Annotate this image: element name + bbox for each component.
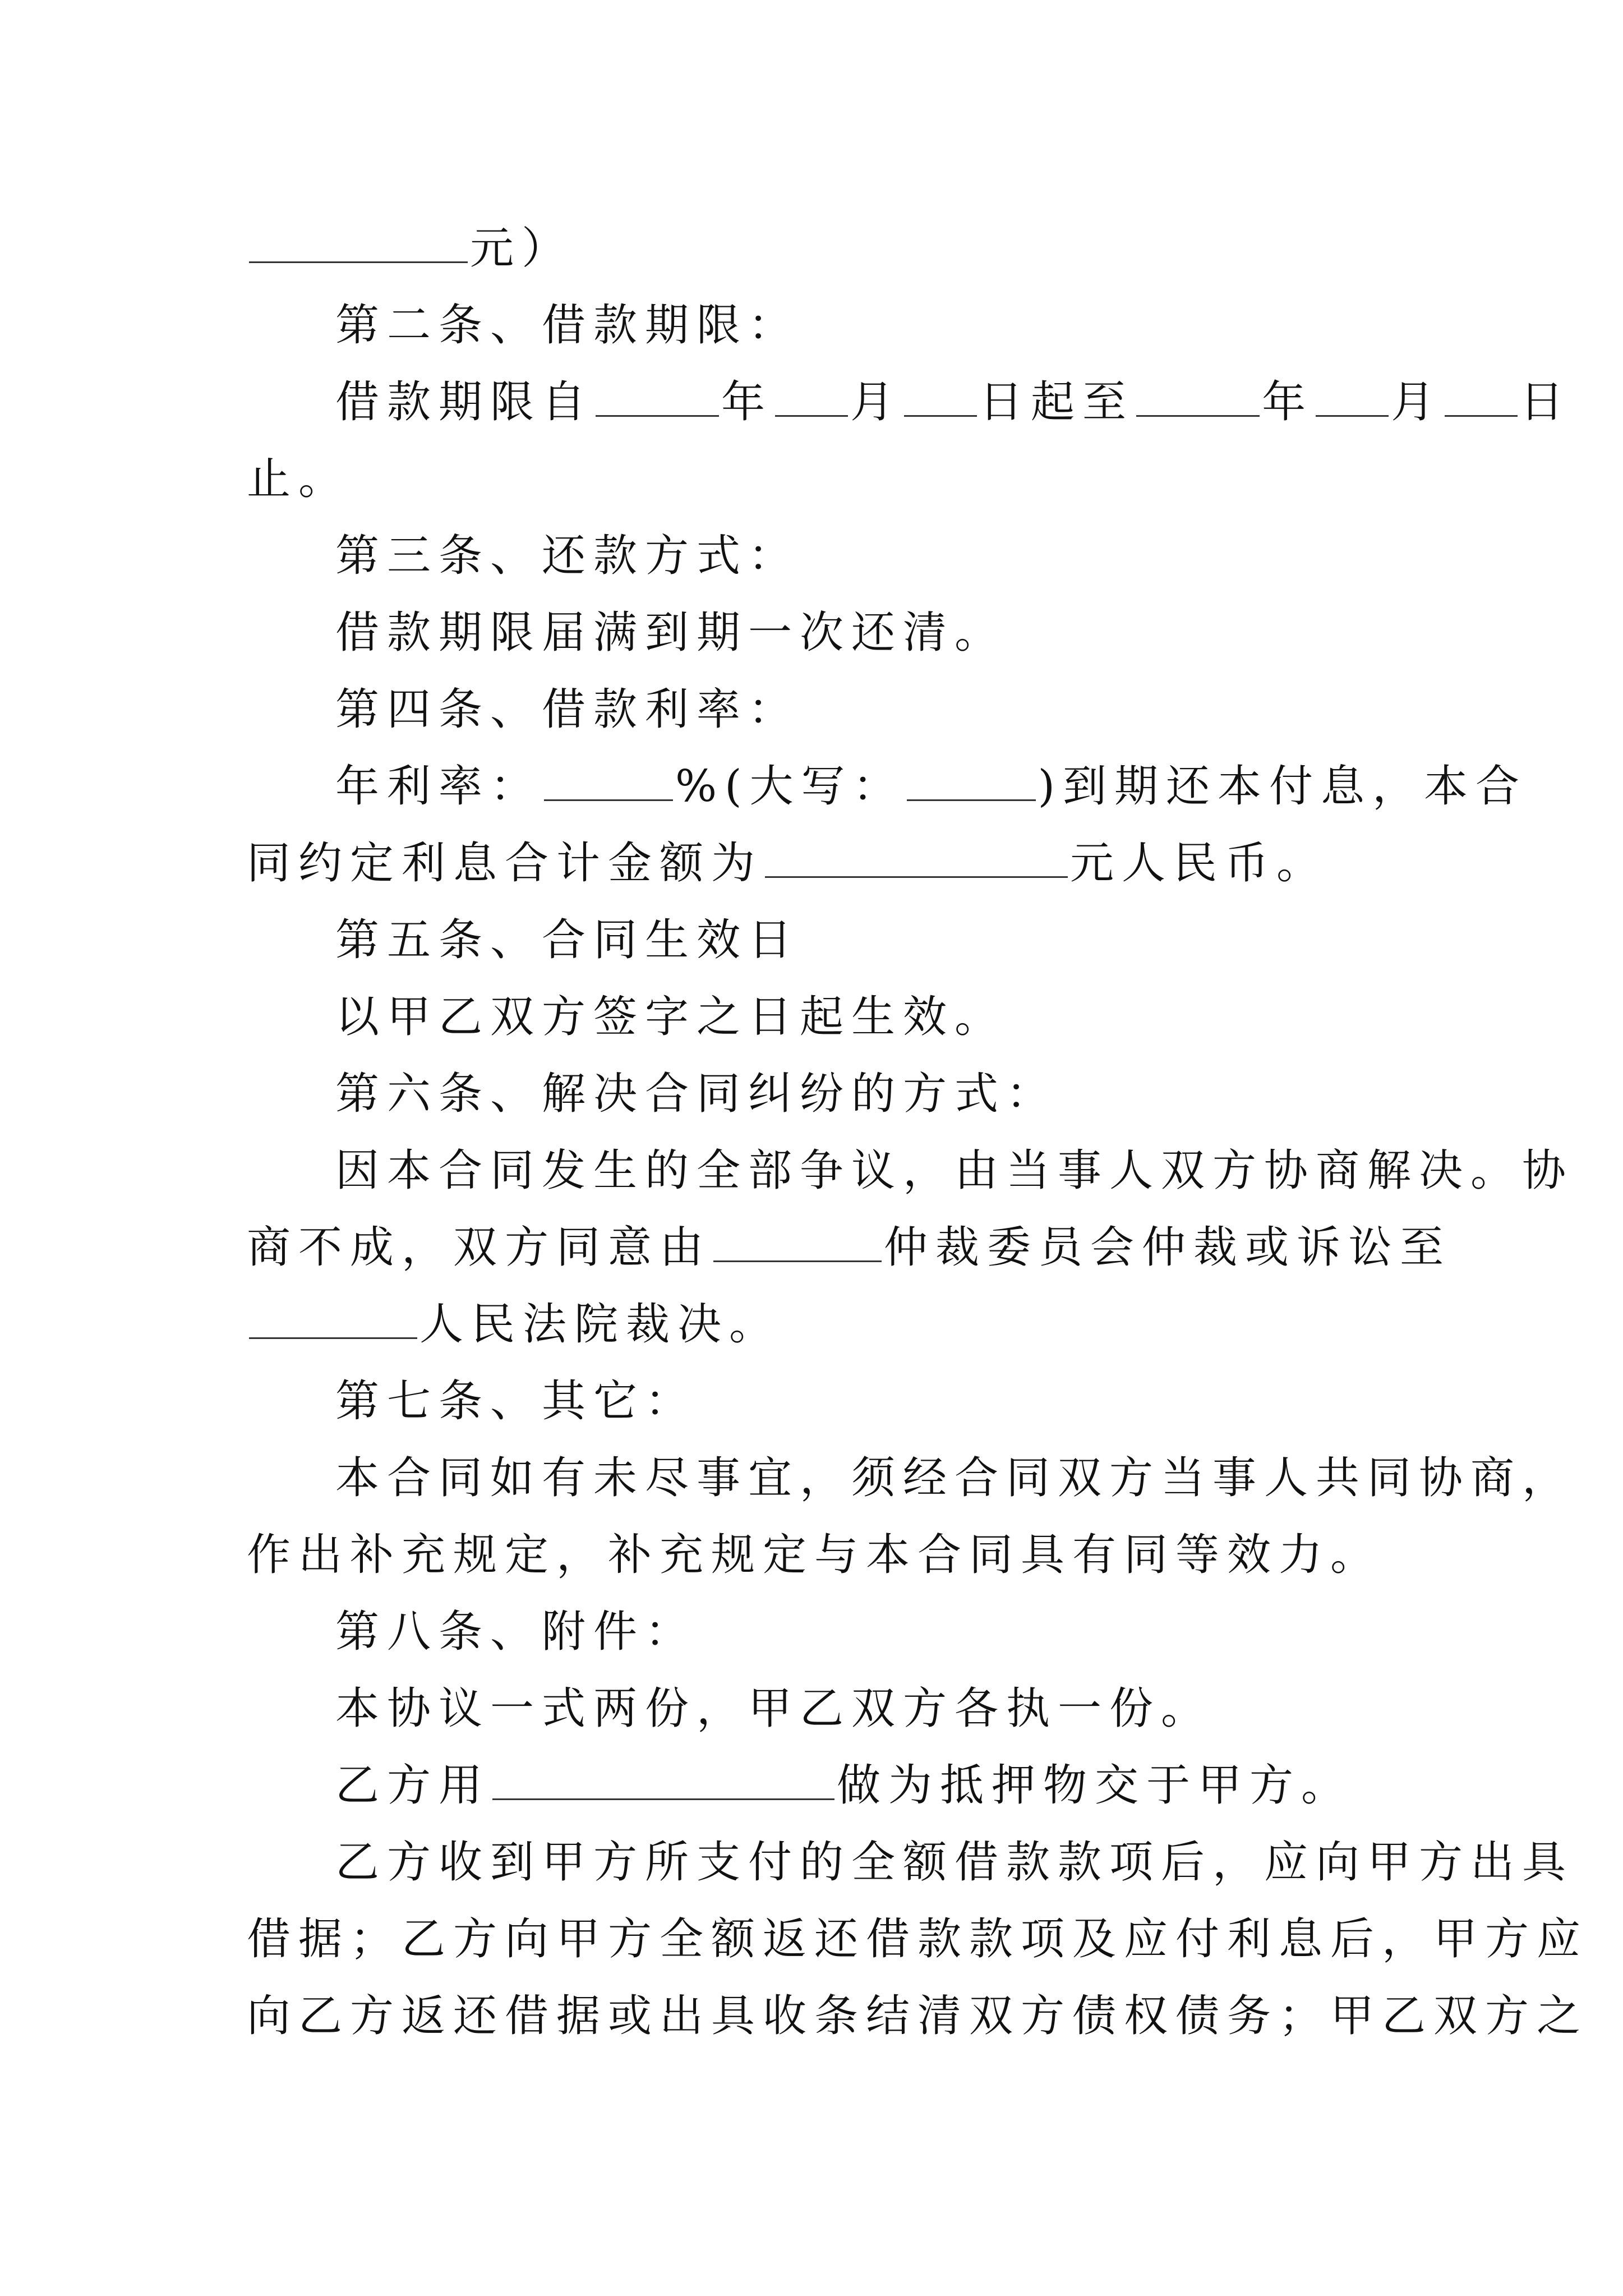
clause-heading-other: 第七条、其它： (335, 1376, 697, 1427)
blank-field-end-year[interactable] (1136, 374, 1260, 417)
blank-field-start-day[interactable] (904, 374, 977, 417)
blank-field-rate[interactable] (544, 758, 673, 801)
blank-field-rate-uppercase[interactable] (907, 758, 1036, 801)
blank-field-collateral[interactable] (492, 1757, 834, 1800)
contract-body (247, 210, 1589, 2055)
clause-heading-repayment: 第三条、还款方式： (335, 531, 800, 581)
clause-line-copies: 本协议一式两份，甲乙双方各执一份。 (335, 1683, 1213, 1734)
clause-line-dispute-1: 因本合同发生的全部争议，由当事人双方协商解决。协 (335, 1145, 1574, 1196)
clause-line-term-end: 止。 (247, 454, 351, 504)
clause-heading-term: 第二条、借款期限： (335, 300, 800, 351)
clause-heading-attachment: 第八条、附件： (335, 1607, 697, 1657)
clause-line-other-1: 本合同如有未尽事宜，须经合同双方当事人共同协商， (335, 1453, 1574, 1503)
clause-line-interest-total: 同约定利息合计金额为 元人民币。 (247, 825, 1391, 902)
clause-line-receipt-2: 借据；乙方向甲方全额返还借款款项及应付利息后，甲方应 (247, 1914, 1589, 1964)
clause-line-amount-tail: 元） (247, 210, 1391, 287)
clause-heading-dispute: 第六条、解决合同纠纷的方式： (335, 1069, 1058, 1119)
blank-field-amount[interactable] (249, 220, 468, 263)
clause-heading-effective: 第五条、合同生效日 (335, 915, 800, 965)
blank-field-start-month[interactable] (775, 374, 848, 417)
clause-line-dispute-3: 人民法院裁决。 (247, 1286, 1391, 1363)
clause-heading-interest: 第四条、借款利率： (335, 684, 800, 735)
clause-line-other-2: 作出补充规定，补充规定与本合同具有同等效力。 (247, 1530, 1382, 1580)
clause-line-term-dates: 借款期限自 年 月 日起至 年 月 日 (247, 364, 1391, 441)
clause-line-collateral: 乙方用 做为抵押物交于甲方。 (247, 1747, 1391, 1824)
blank-field-arbitration[interactable] (713, 1219, 882, 1262)
blank-field-start-year[interactable] (596, 374, 719, 417)
blank-field-end-day[interactable] (1445, 374, 1518, 417)
clause-line-receipt-1: 乙方收到甲方所支付的全额借款款项后，应向甲方出具 (335, 1837, 1574, 1888)
blank-field-end-month[interactable] (1316, 374, 1389, 417)
blank-field-court[interactable] (249, 1296, 417, 1339)
blank-field-interest-total[interactable] (765, 835, 1068, 878)
clause-line-interest-rate: 年利率： %(大写： )到期还本付息，本合 (247, 748, 1391, 825)
clause-line-effective: 以甲乙双方签字之日起生效。 (335, 992, 1007, 1042)
clause-line-repayment: 借款期限届满到期一次还清。 (335, 608, 1007, 658)
clause-line-receipt-3: 向乙方返还借据或出具收条结清双方债权债务；甲乙双方之 (247, 1991, 1589, 2041)
clause-line-dispute-2: 商不成，双方同意由 仲裁委员会仲裁或诉讼至 (247, 1209, 1391, 1286)
